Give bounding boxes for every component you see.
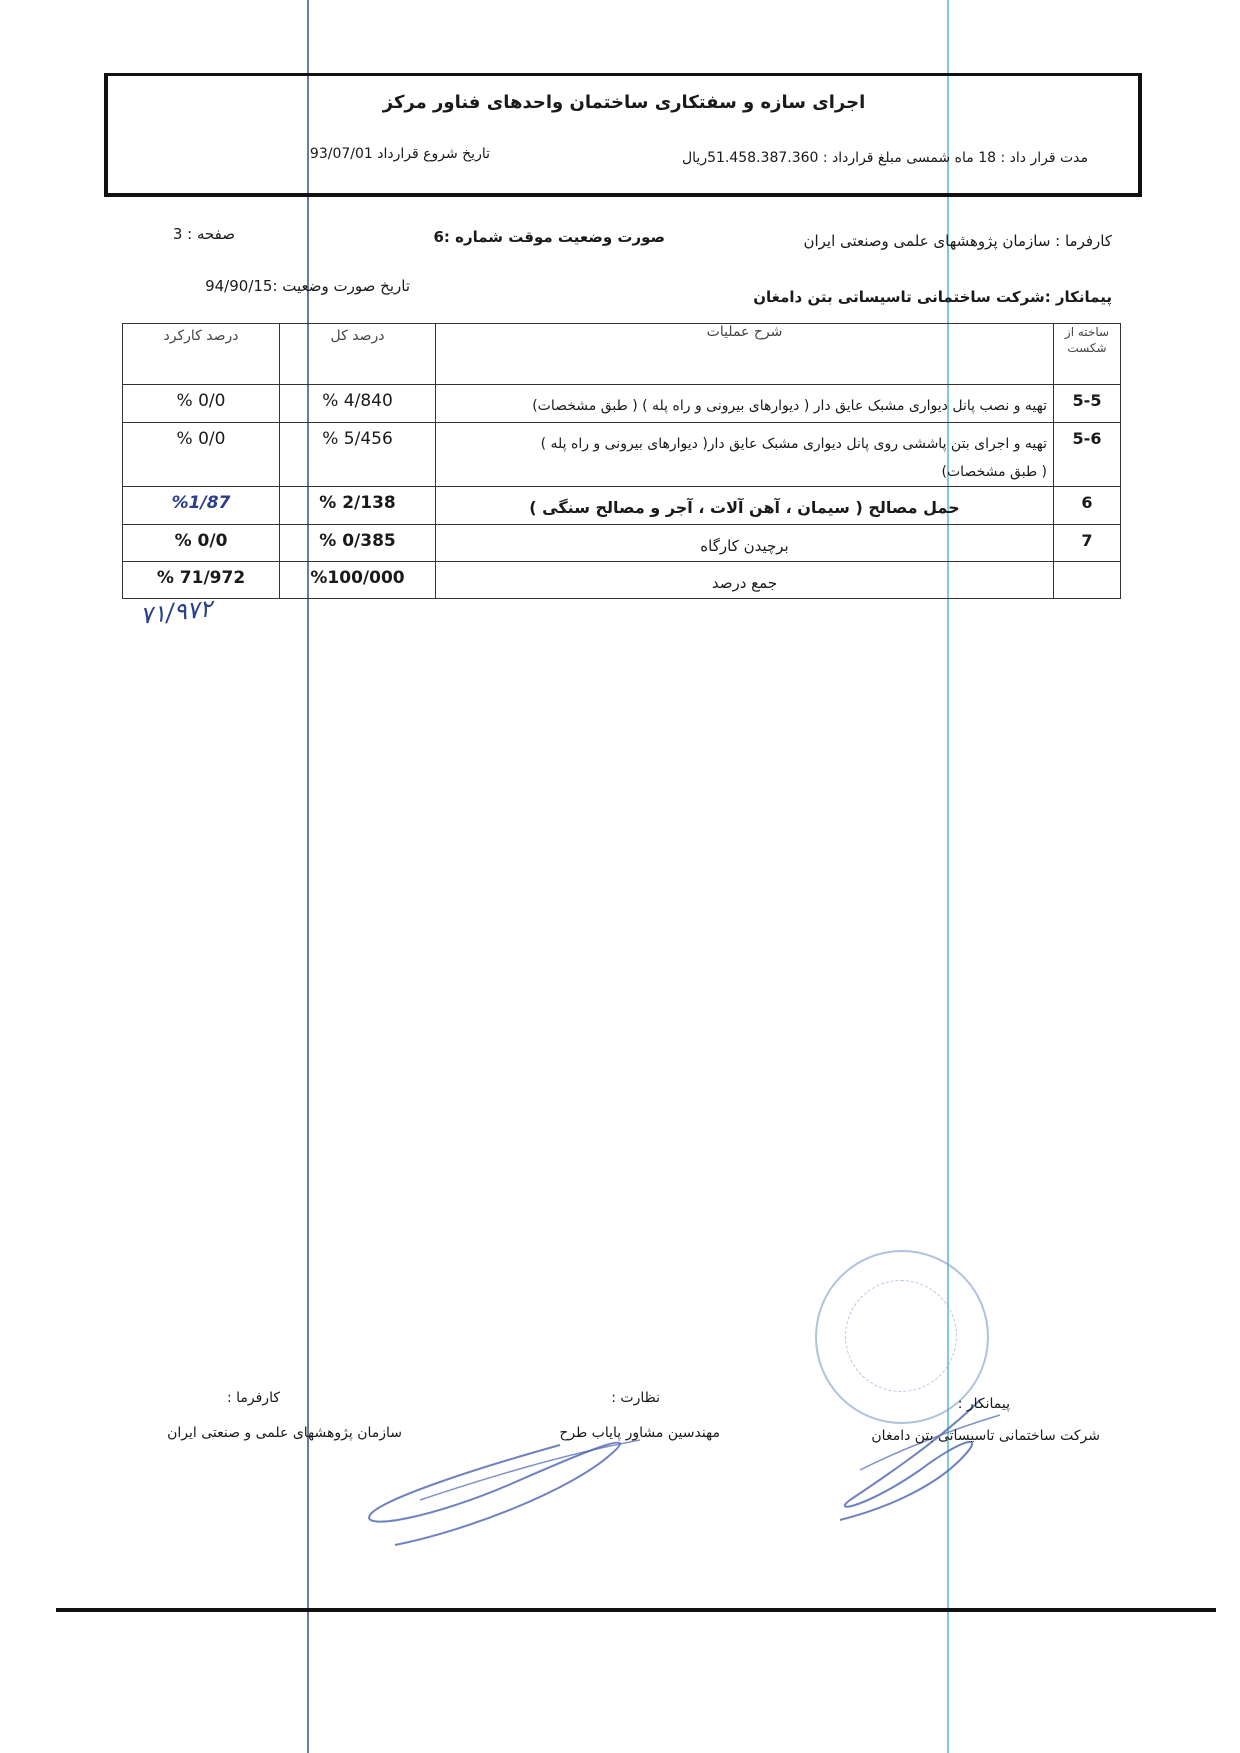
employer-signature-label: کارفرما : [226,1390,280,1406]
row-code: 5-5 [1054,385,1121,423]
contract-start-date: تاریخ شروع قرارداد 93/07/01 [309,146,490,162]
statement-number: صورت وضعیت موقت شماره :6 [433,228,665,246]
supervision-signature-label: نظارت : [611,1390,660,1406]
header-code: ساخته از شکست [1054,324,1121,385]
row-code: 7 [1054,525,1121,562]
row-description-text: حمل مصالح ( سیمان ، آهن آلات ، آجر و مصالح سنگی ) [529,498,960,517]
header-description: شرح عملیات [436,324,1054,385]
row-code: 5-6 [1054,423,1121,487]
contractor-line: پیمانکار :شرکت ساختمانی تاسیساتی بتن دامغان [753,288,1112,306]
row-work-percent: % 0/0 [123,423,280,487]
employer-signature-name: سازمان پژوهشهای علمی و صنعتی ایران [167,1425,402,1441]
contract-duration-amount: مدت قرار داد : 18 ماه شمسی مبلغ قرارداد : 51.458.387.360ریال [681,150,1088,166]
row-total-percent: % 5/456 [280,423,436,487]
row-work-percent: % 0/0 [123,385,280,423]
document-title: اجرای سازه و سفتکاری ساختمان واحدهای فناور مرکز [382,92,866,113]
supervision-signature-icon [369,1443,620,1545]
contractor-signature-icon [840,1400,980,1520]
header-total-percent: درصد کل [280,324,436,385]
row-work-percent: % 0/0 [123,525,280,562]
employer-line: کارفرما : سازمان پژوهشهای علمی وصنعتی ایران [803,232,1112,250]
row-code: 6 [1054,487,1121,525]
total-total-percent: %100/000 [280,562,436,599]
handwritten-total: ۷۱/۹۷۲ [138,594,214,630]
row-work-percent: %1/87 [123,487,280,525]
status-date: تاریخ صورت وضعیت :94/90/15 [205,277,410,295]
contractor-signature-name: شرکت ساختمانی تاسیساتی بتن دامغان [871,1428,1100,1444]
row-description-text: تهیه و نصب پانل دیواری مشبک عایق دار ( دیوارهای بیرونی و راه پله ) ( طبق مشخصات) [532,398,1047,414]
header-work-percent: درصد کارکرد [123,324,280,385]
total-label-text: جمع درصد [711,574,778,592]
row-description-text: برچیدن کارگاه [700,537,789,555]
total-work-percent: % 71/972 [123,562,280,599]
bottom-rule [56,1608,1216,1612]
page-number: صفحه : 3 [172,225,235,243]
contractor-signature-label: پیمانکار : [957,1396,1010,1412]
row-total-percent: % 0/385 [280,525,436,562]
supervision-signature-name: مهندسین مشاور پایاب طرح [559,1425,720,1441]
row-total-percent: % 4/840 [280,385,436,423]
row-description-text: تهیه و اجرای بتن پاششی روی پانل دیواری مشبک عایق دار( دیوارهای بیرونی و راه پله ) [540,436,1047,452]
row-description-text-2: ( طبق مشخصات) [941,464,1047,480]
row-total-percent: % 2/138 [280,487,436,525]
